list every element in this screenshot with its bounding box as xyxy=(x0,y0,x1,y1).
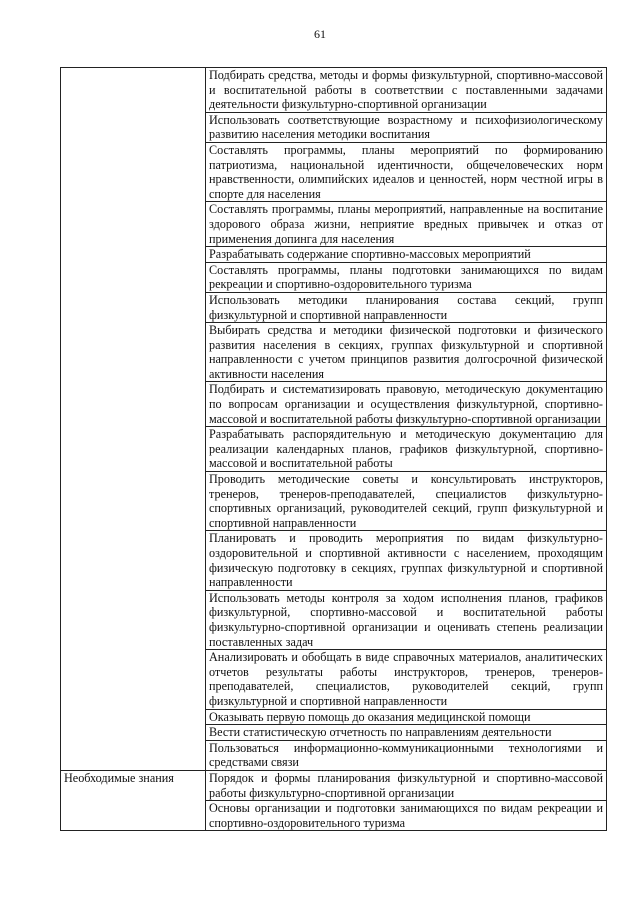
skill-item: Вести статистическую отчетность по направлениям деятельности xyxy=(206,725,607,741)
requirements-table xyxy=(60,67,607,831)
skill-item: Составлять программы, планы подготовки занимающихся по видам рекреации и спортивно-оздоровительного туризма xyxy=(206,262,607,292)
knowledge-item: Основы организации и подготовки занимающихся по видам рекреации и спортивно-оздоровительного туризма xyxy=(206,801,607,831)
requirements-grid xyxy=(60,67,607,831)
skill-item: Выбирать средства и методики физической подготовки и физического развития населения в секциях, группах физкультурной и спортивной направленности с учетом принципов развития долгосрочной физической активности населения xyxy=(206,323,607,382)
skill-item: Планировать и проводить мероприятия по видам физкультурно-оздоровительной и спортивной активности с населением, проходящим физическую подготовку в секциях, группах физкультурной и спортивной направленности xyxy=(206,531,607,590)
skill-item: Составлять программы, планы мероприятий по формированию патриотизма, национальной идентичности, общечеловеческих норм нравственности, олимпийских идеалов и ценностей, норм честной игры в спорте для населения xyxy=(206,142,607,201)
skill-item: Разрабатывать распорядительную и методическую документацию для реализации календарных планов, графиков физкультурной, спортивно-массовой и воспитательной работы xyxy=(206,427,607,472)
knowledge-item: Порядок и формы планирования физкультурной и спортивно-массовой работы физкультурно-спортивной организации xyxy=(206,770,607,800)
page-number: 61 xyxy=(314,27,326,41)
skill-item: Подбирать и систематизировать правовую, методическую документацию по вопросам организации и осуществления физкультурной, спортивно-массовой и воспитательной работы физкультурно-спортивной организации xyxy=(206,382,607,427)
skill-item: Использовать методы контроля за ходом исполнения планов, графиков физкультурной, спортивно-массовой и воспитательной работы физкультурно-спортивной организации и оценивать степень реализации поставленных задач xyxy=(206,590,607,649)
skill-item: Подбирать средства, методы и формы физкультурной, спортивно-массовой и воспитательной работы в соответствии с поставленными задачами деятельности физкультурно-спортивной организации xyxy=(206,68,607,113)
skill-item: Разрабатывать содержание спортивно-массовых мероприятий xyxy=(206,247,607,263)
skill-item: Проводить методические советы и консультировать инструкторов, тренеров, тренеров-преподавателей, специалистов физкультурно-спортивных организаций, руководителей секций, групп физкультурной и спортивной направленности xyxy=(206,472,607,531)
skill-item: Пользоваться информационно-коммуникационными технологиями и средствами связи xyxy=(206,740,607,770)
knowledge-label-cell: Необходимые знания xyxy=(61,770,206,830)
skills-label-cell xyxy=(61,68,206,771)
skill-item: Анализировать и обобщать в виде справочных материалов, аналитических отчетов результаты работы инструкторов, тренеров, тренеров-преподавателей, специалистов, руководителей секций, групп физкультурной и спортивной направленности xyxy=(206,650,607,709)
skill-item: Составлять программы, планы мероприятий, направленные на воспитание здорового образа жизни, неприятие вредных привычек и отказ от применения допинга для населения xyxy=(206,202,607,247)
table-row xyxy=(61,770,607,800)
table-row xyxy=(61,68,607,113)
skill-item: Использовать методики планирования состава секций, групп физкультурной и спортивной направленности xyxy=(206,292,607,322)
skill-item: Оказывать первую помощь до оказания медицинской помощи xyxy=(206,709,607,725)
skill-item: Использовать соответствующие возрастному и психофизиологическому развитию населения методики воспитания xyxy=(206,112,607,142)
